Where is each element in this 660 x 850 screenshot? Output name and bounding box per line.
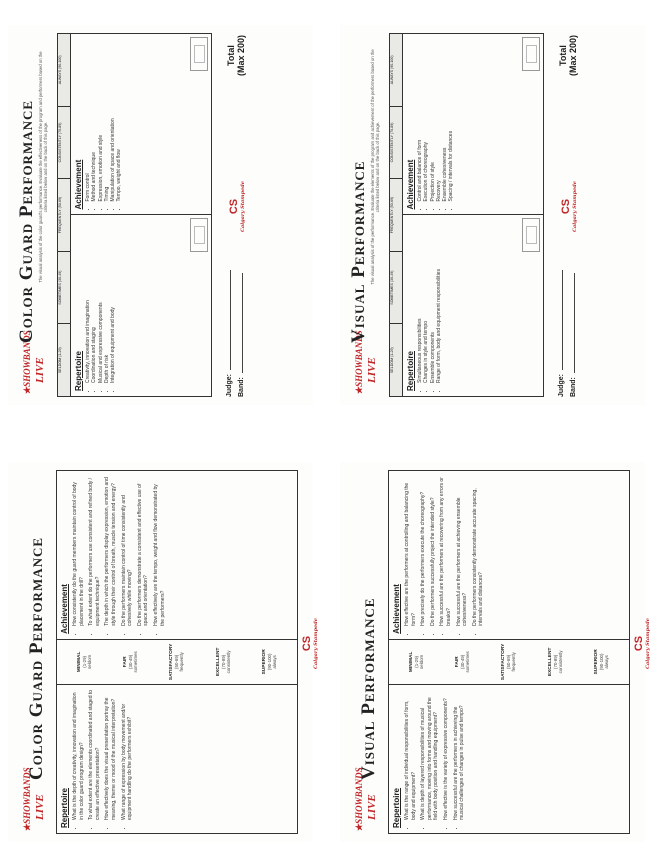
list-item: • Coordination and staging	[91, 221, 97, 384]
level-item: EXCELLENT (70-89) consistently	[215, 647, 231, 677]
page-title: Visual Performance	[358, 597, 379, 780]
level-item: SATISFACTORY (50-69) frequently	[501, 643, 517, 681]
rubric-header	[14, 470, 54, 834]
svg-text:★SHOWBANDS: ★SHOWBANDS	[354, 767, 364, 832]
page-title: Visual Performance	[348, 160, 369, 343]
sheet-footer	[220, 33, 280, 397]
svg-text:LIVE: LIVE	[366, 794, 378, 820]
repertoire-heading: Repertoire	[392, 787, 401, 828]
list-item: • Tempo, weight and flow	[116, 39, 122, 202]
sheet-header	[346, 33, 386, 397]
achievement-heading: Achievement	[392, 584, 401, 634]
svg-text:LIVE: LIVE	[34, 357, 46, 383]
list-item: • How effectively are the tempo, weight and flow demonstrated by the performers?	[153, 476, 166, 626]
achievement-heading: Achievement	[406, 159, 415, 210]
scale-cell: SOMETIMES (30-49)	[390, 251, 402, 324]
calgary-stampede-logo: CS Calgary Stampede	[560, 181, 578, 232]
list-item: • Creativity, innovation and imagination	[85, 221, 91, 384]
criteria-box	[403, 33, 544, 397]
level-item: EXCELLENT (70-89) consistently	[547, 647, 563, 677]
sheet-description: The visual analysis of the performance. Evaluate the elements of the program and achievement of the performers based on the criteria listed below and on the back of this page.	[370, 49, 380, 285]
achievement-column	[403, 34, 543, 216]
scale-cell: SELDOM (1-29)	[58, 323, 70, 396]
svg-text:LIVE: LIVE	[34, 794, 46, 820]
visual-performance-rubric	[340, 462, 651, 842]
sheet-description: The visual analysis of the color guard's performance. Evaluate the effectiveness of the program and performers based on the criteria listed below and on the back of this page.	[38, 51, 48, 283]
svg-text:LIVE: LIVE	[366, 357, 378, 383]
list-item: • What is depth of layered responsibilities of musical performance, moving into forms and moving around the field with body position and handling equipment?	[420, 690, 440, 820]
rubric-footer	[633, 470, 653, 834]
scale-cell: FREQUENTLY (50-69)	[390, 178, 402, 251]
svg-text:★SHOWBANDS: ★SHOWBANDS	[22, 767, 32, 832]
rating-scale	[57, 33, 71, 397]
list-item: • Form control	[85, 39, 91, 202]
band-field[interactable]	[236, 273, 245, 397]
sheet-footer	[552, 33, 612, 397]
list-item: • Manipulation of space and orientation	[110, 39, 116, 202]
list-item: • Ensemble cohesiveness	[442, 39, 448, 202]
list-item: • What range of expression by body movement and/or equipment handling do the performers exhibit?	[121, 690, 134, 820]
list-item: • Method and technique	[91, 39, 97, 202]
calgary-stampede-logo: CS Calgary Stampede	[633, 618, 651, 669]
showbands-live-logo	[14, 330, 52, 397]
repertoire-column	[403, 216, 543, 397]
list-item: • How consistently do the guard members maintain control of body placement in the drill?	[72, 476, 85, 626]
list-item: • What is the range of individual responsibilities of form, body and equipment?	[404, 690, 417, 820]
list-item: • Do the performers successfully project the intended style?	[430, 476, 437, 626]
level-scale	[389, 640, 629, 684]
achievement-score-box[interactable]	[190, 37, 208, 71]
repertoire-column	[57, 684, 297, 833]
achievement-column	[71, 34, 211, 216]
list-item: • Expression, emotion and style	[98, 39, 104, 202]
visual-performance-score-sheet	[340, 25, 645, 405]
achievement-heading: Achievement	[74, 159, 83, 210]
showbands-live-logo	[346, 330, 384, 397]
list-item: • Range of form, body and equipment responsibilities	[436, 221, 442, 384]
criteria-box	[71, 33, 212, 397]
scale-cell: CONSISTENTLY (70-89)	[58, 106, 70, 179]
achievement-heading: Achievement	[60, 584, 69, 634]
list-item: • The depth in which the performers display expression, emotion and style through their control of breath, muscle tension and energy?	[104, 476, 117, 626]
list-item: • Integration of equipment and body	[110, 221, 116, 384]
level-item: SUPERIOR (90-100) always	[594, 649, 610, 675]
calgary-stampede-logo: CS Calgary Stampede	[301, 618, 319, 669]
list-item: • How effective is the variety of expressive components?	[443, 690, 450, 820]
list-item: • Spacing / intervals for distances	[448, 39, 454, 202]
scale-cell: ALWAYS (90-100)	[390, 34, 402, 106]
list-item: • Do the performers consistently demonstrate accurate spacing, intervals and distances?	[472, 476, 485, 626]
list-item: • Do the performers demonstrate a consistent and effective use of space and orientation?	[137, 476, 150, 626]
list-item: • Do the performers maintain control of time consistently and cohesively while moving?	[121, 476, 134, 626]
total-label: Total (Max 200)	[226, 35, 246, 77]
list-item: • To what extent are the elements coordinated and staged to create an effective presentation?	[88, 690, 101, 820]
rubric-header	[346, 470, 386, 834]
page-title: Color Guard Performance	[16, 99, 37, 343]
list-item: • Projection of style	[430, 39, 436, 202]
repertoire-column	[389, 684, 629, 833]
showbands-live-logo	[346, 767, 384, 834]
list-item: • Execution of choreography	[423, 39, 429, 202]
list-item: • Timing	[104, 39, 110, 202]
band-field[interactable]	[568, 273, 577, 397]
band-label: Band:	[570, 377, 577, 397]
band-label: Band:	[238, 377, 245, 397]
rating-scale	[389, 33, 403, 397]
list-item: • Recovery	[436, 39, 442, 202]
list-item: • How effectively does the visual presentation portray the meaning, theme or mood of the musical interpretation?	[104, 690, 117, 820]
list-item: • How successful are the performers in achieving the musical challenges of changes in pulse and tempo?	[453, 690, 466, 820]
list-item: • Musical and expressive components	[98, 221, 104, 384]
level-item: SUPERIOR (90-100) always	[262, 649, 278, 675]
scale-cell: FREQUENTLY (50-69)	[58, 178, 70, 251]
svg-text:★SHOWBANDS: ★SHOWBANDS	[22, 330, 32, 395]
list-item: • How precisely do the performers execute the choreography?	[420, 476, 427, 626]
achievement-column	[57, 471, 297, 640]
scale-cell: SELDOM (1-29)	[390, 323, 402, 396]
calgary-stampede-logo: CS Calgary Stampede	[228, 181, 246, 232]
judge-label: Judge:	[226, 374, 233, 397]
level-item: SATISFACTORY (50-69) frequently	[169, 643, 185, 681]
repertoire-heading: Repertoire	[60, 787, 69, 828]
level-scale	[57, 640, 297, 684]
page-title: Color Guard Performance	[26, 536, 47, 780]
list-item: • How successful are the performers at recovering from any errors or breaks?	[439, 476, 452, 626]
level-item: FAIR (30-49) sometimes	[123, 651, 139, 673]
sheet-header	[14, 33, 54, 397]
list-item: • How successful are the performers at achieving ensemble cohesiveness?	[456, 476, 469, 626]
rubric-footer	[301, 470, 321, 834]
list-item: • How effective are the performers at controlling and balancing the form?	[404, 476, 417, 626]
repertoire-heading: Repertoire	[406, 350, 415, 391]
color-guard-rubric	[8, 462, 319, 842]
scale-cell: ALWAYS (90-100)	[58, 34, 70, 106]
scale-cell: SOMETIMES (30-49)	[58, 251, 70, 324]
judge-field[interactable]	[556, 270, 565, 397]
list-item: • To what extent do the performers use consistent and refined body / equipment technique?	[88, 476, 101, 626]
repertoire-column	[71, 216, 211, 397]
repertoire-heading: Repertoire	[74, 350, 83, 391]
rubric-box	[388, 470, 630, 834]
list-item: • Control and balance of form	[417, 39, 423, 202]
showbands-live-logo	[14, 767, 52, 834]
list-item: • What is the depth of creativity, innovation and imagination in the color guard program design?	[72, 690, 85, 820]
level-item: MINIMAL (1-29) seldom	[76, 651, 92, 673]
list-item: • Changes in style and tempo	[423, 221, 429, 384]
repertoire-score-box[interactable]	[190, 219, 208, 253]
color-guard-score-sheet	[8, 25, 313, 405]
achievement-column	[389, 471, 629, 640]
judge-label: Judge:	[558, 374, 565, 397]
scale-cell: CONSISTENTLY (70-89)	[390, 106, 402, 179]
list-item: • Simultaneous responsibilities	[417, 221, 423, 384]
list-item: • Depth of risk	[104, 221, 110, 384]
total-label: Total (Max 200)	[558, 35, 578, 77]
rubric-box	[56, 470, 298, 834]
level-item: FAIR (30-49) sometimes	[455, 651, 471, 673]
level-item: MINIMAL (1-29) seldom	[408, 651, 424, 673]
list-item: • Ensemble components	[430, 221, 436, 384]
judge-field[interactable]	[224, 270, 233, 397]
repertoire-score-box[interactable]	[522, 219, 540, 253]
svg-text:★SHOWBANDS: ★SHOWBANDS	[354, 330, 364, 395]
achievement-score-box[interactable]	[522, 37, 540, 71]
